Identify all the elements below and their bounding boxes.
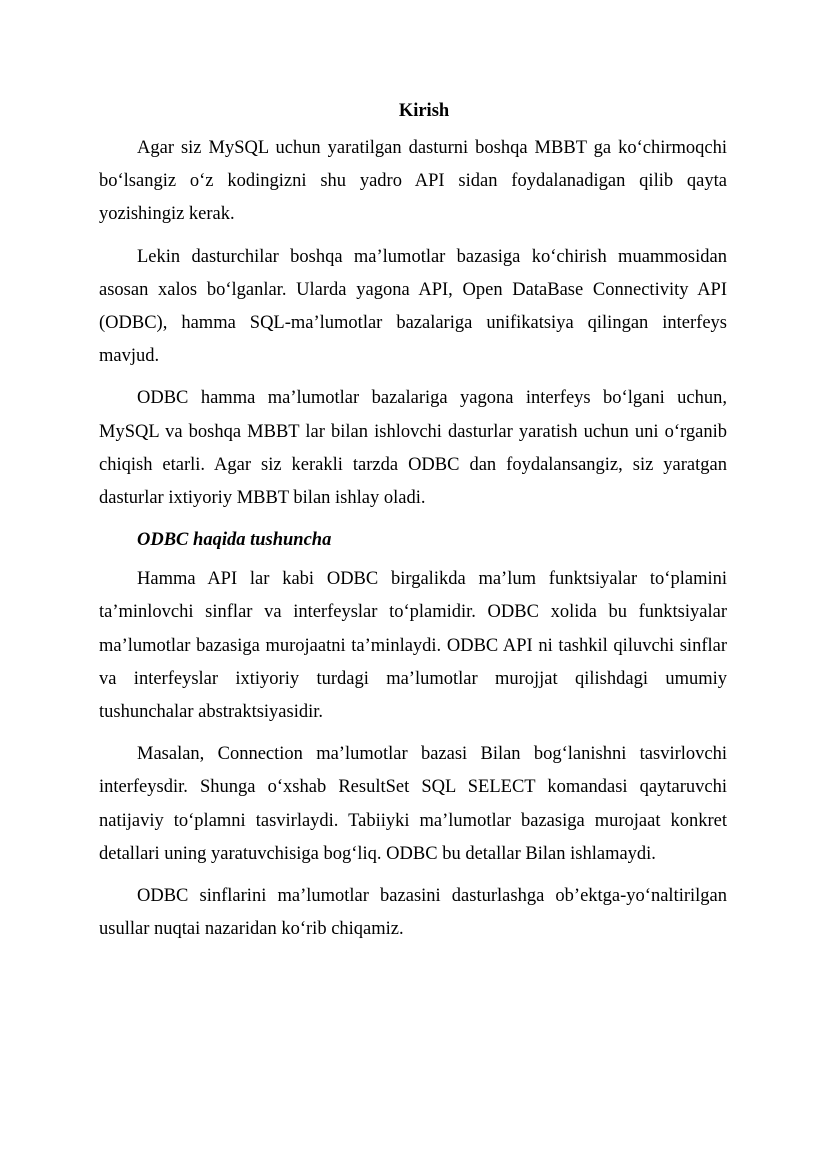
page-title: Kirish bbox=[398, 101, 450, 121]
paragraph-main-2: Masalan, Connection ma’lumotlar bazasi Bilan bog‘lanishni tasvirlovchi interfeysdir. Shunga o‘xshab ResultSet SQL SELECT komandasi qaytaruvchi natijaviy to‘plamni tasvirlaydi. Tabiiyki ma’lumotlar bazasiga murojaat konkret detallari uning yaratuvchisiga bog‘liq. ODBC bu detallar Bilan ishlamaydi. bbox=[99, 744, 727, 864]
paragraph-intro-3: ODBC hamma ma’lumotlar bazalariga yagona interfeys bo‘lgani uchun, MySQL va boshqa MBBT lar bilan ishlovchi dasturlar yaratish uchun uni o‘rganib chiqish etarli. Agar siz kerakli tarzda ODBC dan foydalansangiz, siz yaratgan dasturlar ixtiyoriy MBBT bilan ishlay oladi. bbox=[99, 388, 727, 509]
paragraph-intro-2: Lekin dasturchilar boshqa ma’lumotlar bazasiga ko‘chirish muammosidan asosan xalos bo‘lganlar. Ularda yagona API, Open DataBase Connectivity API (ODBC), hamma SQL-ma’lumotlar bazalariga unifikatsiya qilingan interfeys mavjud. bbox=[99, 246, 727, 367]
paragraph-intro-1: Agar siz MySQL uchun yaratilgan dasturni boshqa MBBT ga ko‘chirmoqchi bo‘lsangiz o‘z kodingizni shu yadro API sidan foydalanadigan qilib qayta yozishingiz kerak. bbox=[99, 138, 727, 225]
paragraph-main-1: Hamma API lar kabi ODBC birgalikda ma’lum funktsiyalar to‘plamini ta’minlovchi sinflar va interfeyslar to‘plamidir. ODBC xolida bu funktsiyalar ma’lumotlar bazasiga murojaatni ta’minlaydi. ODBC API ni tashkil qiluvchi sinflar va interfeyslar ixtiyoriy turdagi ma’lumotlar murojjat qilishdagi umumiy tushunchalar abstraktsiyasidir. bbox=[99, 569, 727, 723]
section-subheading: ODBC haqida tushuncha bbox=[137, 530, 332, 551]
paragraph-main-3: ODBC sinflarini ma’lumotlar bazasini dasturlashga ob’ektga-yo‘naltirilgan usullar nuqtai nazaridan ko‘rib chiqamiz. bbox=[99, 886, 727, 940]
document-body bbox=[99, 98, 727, 955]
